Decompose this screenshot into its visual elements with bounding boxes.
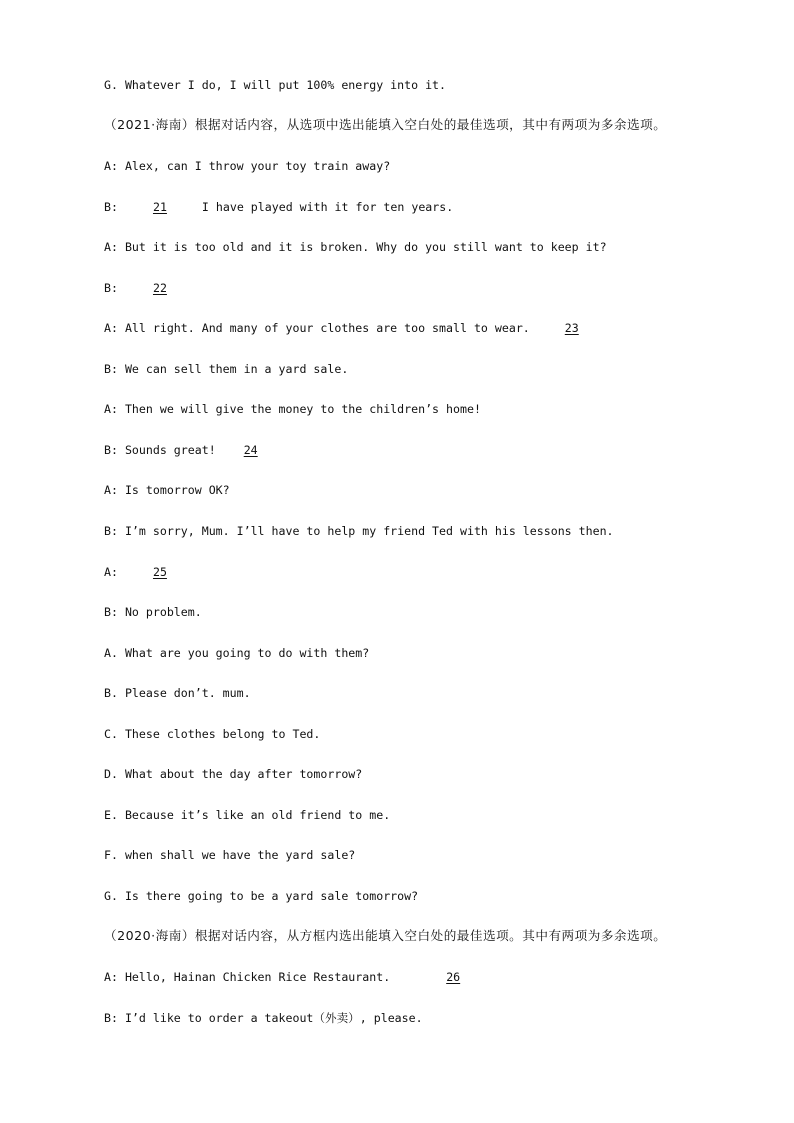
line-text: B: Sounds great! — [104, 443, 216, 457]
dialogue-line-blank-24 — [104, 442, 754, 458]
option-g-previous: G. Whatever I do, I will put 100% energy into it. — [104, 78, 447, 92]
dialogue-line-blank-25 — [104, 564, 754, 580]
dialogue-line-blank-23 — [104, 320, 754, 336]
dialogue-line-blank-26 — [104, 969, 754, 985]
dialogue-line: B: We can sell them in a yard sale. — [104, 362, 349, 376]
section-heading-2020: （2020·海南）根据对话内容，从方框内选出能填入空白处的最佳选项。其中有两项为多余选项。 — [104, 928, 667, 943]
dialogue-line: A: But it is too old and it is broken. Why do you still want to keep it? — [104, 240, 607, 254]
option-d: D. What about the day after tomorrow? — [104, 767, 363, 781]
dialogue-line: A: Is tomorrow OK? — [104, 483, 230, 497]
answer-blank-23: 23 — [564, 321, 579, 335]
option-g: G. Is there going to be a yard sale tomorrow? — [104, 889, 419, 903]
option-a: A. What are you going to do with them? — [104, 646, 370, 660]
dialogue-line: B: I’d like to order a takeout（外卖）, please. — [104, 1011, 423, 1025]
option-f: F. when shall we have the yard sale? — [104, 848, 356, 862]
option-b: B. Please don’t. mum. — [104, 686, 251, 700]
option-e: E. Because it’s like an old friend to me. — [104, 808, 391, 822]
answer-blank-26: 26 — [446, 970, 461, 984]
answer-blank-24: 24 — [243, 443, 258, 457]
answer-blank-21: 21 — [152, 200, 167, 214]
dialogue-line: A: Alex, can I throw your toy train away? — [104, 159, 391, 173]
line-suffix: I have played with it for ten years. — [194, 200, 454, 214]
speaker-prefix: B: — [104, 200, 125, 214]
answer-blank-25: 25 — [152, 565, 167, 579]
dialogue-line: B: No problem. — [104, 605, 202, 619]
answer-blank-22: 22 — [152, 281, 167, 295]
line-text: A: Hello, Hainan Chicken Rice Restaurant. — [104, 970, 391, 984]
section-heading-2021: （2021·海南）根据对话内容，从选项中选出能填入空白处的最佳选项，其中有两项为多余选项。 — [104, 117, 667, 132]
dialogue-line: B: I’m sorry, Mum. I’ll have to help my friend Ted with his lessons then. — [104, 524, 614, 538]
dialogue-line: A: Then we will give the money to the children’s home! — [104, 402, 481, 416]
speaker-prefix: B: — [104, 281, 125, 295]
line-text: A: All right. And many of your clothes are too small to wear. — [104, 321, 537, 335]
dialogue-line-blank-22 — [104, 280, 754, 296]
option-c: C. These clothes belong to Ted. — [104, 727, 321, 741]
speaker-prefix: A: — [104, 565, 125, 579]
dialogue-line-blank-21 — [104, 199, 754, 215]
